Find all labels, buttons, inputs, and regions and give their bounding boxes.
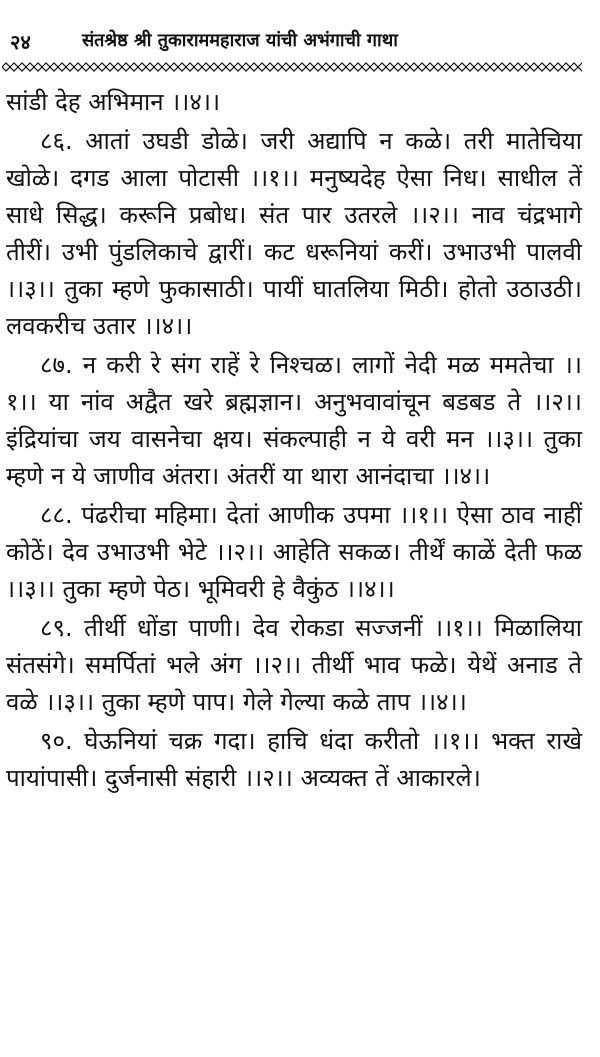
page-number: २४ bbox=[10, 30, 31, 54]
verse-text-body bbox=[6, 84, 582, 797]
carryover-line: सांडी देह अभिमान ।।४।। bbox=[6, 88, 221, 116]
verse-89: ८९. तीर्थी धोंडा पाणी। देव रोकडा सज्जनीं ।।१।। मिळालिया संतसंगे। समर्पितां भले अंग ।।२।। तीर्थी भाव फळे। येथें अनाड ते वळे ।।३।। तुका म्हणे पाप। गेले गेल्या कळे ताप ।।४।। bbox=[6, 614, 582, 716]
verse-87: ८७. न करी रे संग राहें रे निश्चळ। लागों नेदी मळ ममतेचा ।।१।। या नांव अद्वैत खरे ब्रह्मज्ञान। अनुभवावांचून बडबड ते ।।२।। इंद्रियांचा जय वासनेचा क्षय। संकल्पाही न ये वरी मन ।।३।। तुका म्हणे न ये जाणीव अंतरा। अंतरीं या थारा आनंदाचा ।।४।। bbox=[6, 351, 582, 490]
verse-90: ९०. घेऊनियां चक्र गदा। हाचि धंदा करीतो ।।१।। भक्त राखे पायांपासी। दुर्जनासी संहारी ।।२।। अव्यक्त तें आकारले। bbox=[6, 727, 582, 792]
ornamental-divider bbox=[2, 62, 600, 72]
running-title: संतश्रेष्ठ श्री तुकाराममहाराज यांची अभंगाची गाथा bbox=[82, 30, 398, 51]
ornament-pattern bbox=[2, 62, 582, 72]
verse-88: ८८. पंढरीचा महिमा। देतां आणीक उपमा ।।१।। ऐसा ठाव नाहीं कोठें। देव उभाउभी भेटे ।।२।। आहेति सकळ। तीर्थें काळें देती फळ ।।३।। तुका म्हणे पेठ। भूमिवरी हे वैकुंठ ।।४।। bbox=[6, 501, 582, 603]
verse-86: ८६. आतां उघडी डोळे। जरी अद्यापि न कळे। तरी मातेचिया खोळे। दगड आला पोटासी ।।१।। मनुष्यदेह ऐसा निध। साधील तें साधे सिद्ध। करूनि प्रबोध। संत पार उतरले ।।२।। नाव चंद्रभागे तीरीं। उभी पुंडलिकाचे द्वारीं। कट धरूनियां करीं। उभाउभी पालवी ।।३।। तुका म्हणे फुकासाठी। पायीं घातलिया मिठी। होतो उठाउठी। लवकरीच उतार ।।४।। bbox=[6, 127, 582, 340]
page-header bbox=[6, 0, 582, 54]
